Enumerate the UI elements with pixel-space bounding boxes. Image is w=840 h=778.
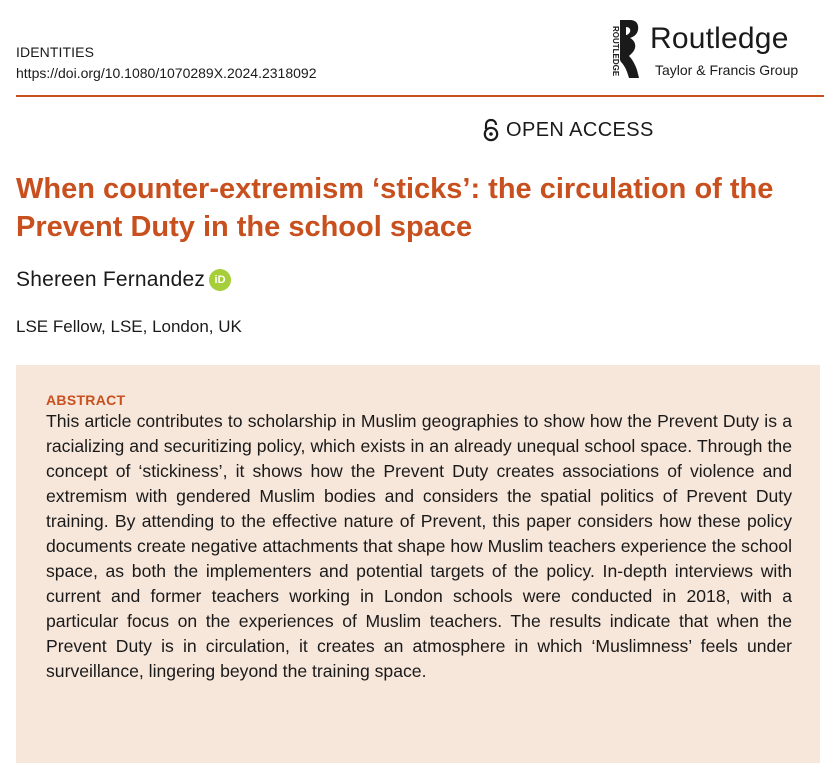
author-row (16, 268, 231, 292)
open-access-badge (482, 118, 654, 142)
publisher-name: Routledge (650, 22, 789, 55)
page-header (16, 0, 824, 96)
abstract-text: This article contributes to scholarship in Muslim geographies to show how the Prevent Duty is a racializing and securitizing policy, which exists in an already unequal school space. Through the concept of ‘stickiness’, it shows how the Prevent Duty creates associations of violence and extremism with gendered Muslim bodies and considers the spatial politics of Prevent Duty training. By attending to the effective nature of Prevent, this paper considers how these policy documents create negative attachments that shape how Muslim teachers experience the school space, as both the implementers and potential targets of the policy. In-depth interviews with current and former teachers working in London schools were conducted in 2018, with a particular focus on the experiences of Muslim teachers. The results indicate that when the Prevent Duty is in circulation, it creates an atmosphere in which ‘Muslimness’ feels under surveillance, lingering beyond the training space. (46, 411, 792, 681)
publisher-block (602, 18, 824, 88)
article-title: When counter-extremism ‘sticks’: the circulation of the Prevent Duty in the school space (16, 173, 774, 243)
orcid-icon[interactable]: iD (209, 269, 231, 291)
author-name[interactable]: Shereen Fernandez (16, 268, 206, 291)
routledge-logo (602, 18, 642, 80)
doi-link[interactable]: https://doi.org/10.1080/1070289X.2024.2318092 (16, 65, 317, 81)
routledge-logo-text: ROUTLEDGE (611, 26, 620, 77)
open-access-label: OPEN ACCESS (506, 118, 654, 141)
open-lock-icon (482, 118, 500, 142)
journal-name: IDENTITIES (16, 44, 95, 60)
author-affiliation: LSE Fellow, LSE, London, UK (16, 317, 242, 336)
abstract-heading: ABSTRACT (46, 392, 126, 408)
abstract-box (16, 365, 820, 763)
header-divider (16, 95, 824, 97)
publisher-group: Taylor & Francis Group (655, 62, 799, 78)
